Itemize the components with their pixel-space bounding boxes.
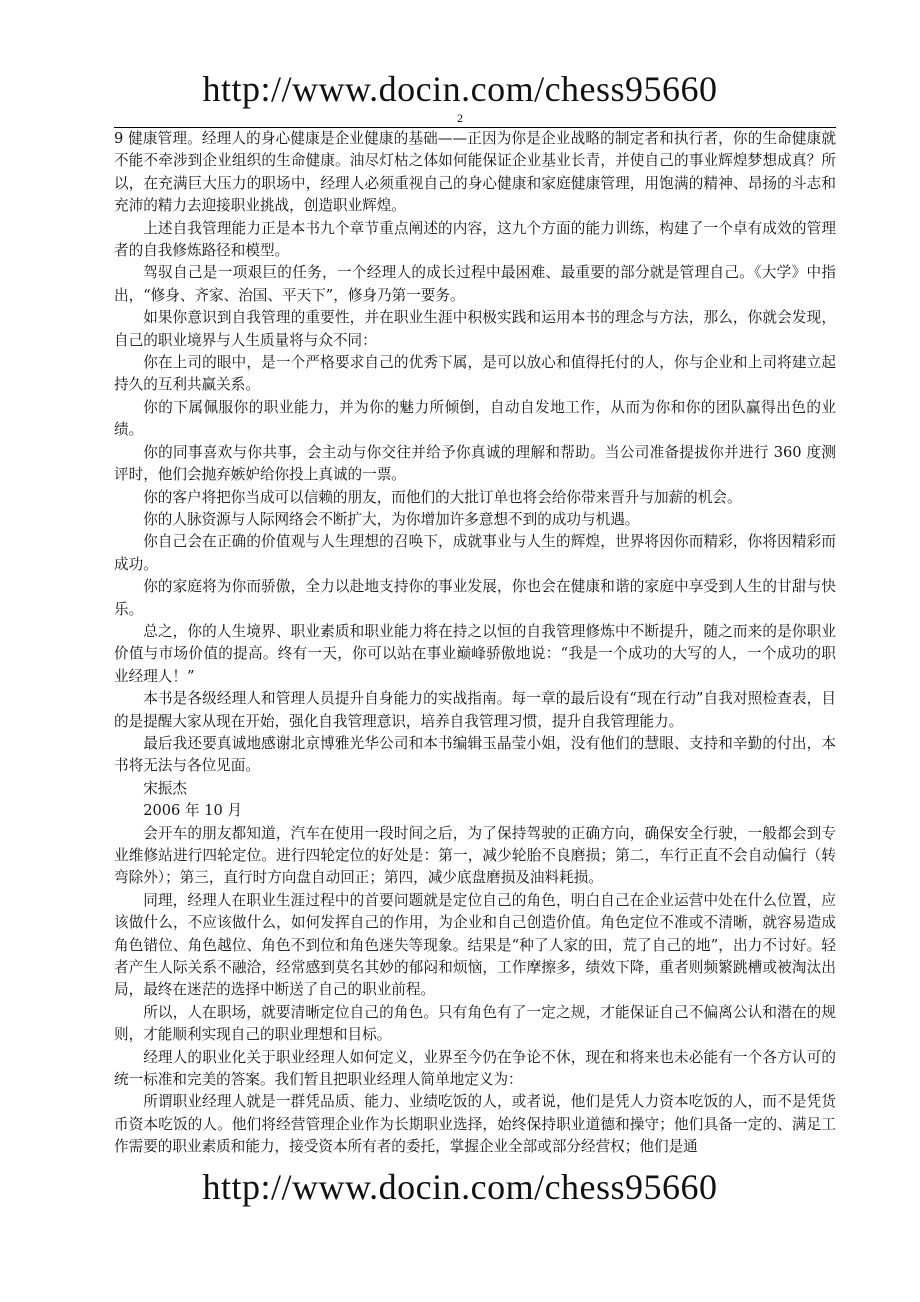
page-number: 2 bbox=[457, 111, 463, 125]
footer-url[interactable]: http://www.docin.com/chess95660 bbox=[202, 1167, 718, 1207]
paragraph: 你的下属佩服你的职业能力，并为你的魅力所倾倒，自动自发地工作，从而为你和你的团队赢得出色的业绩。 bbox=[114, 398, 836, 439]
signature-date: 2006 年 10 月 bbox=[143, 802, 243, 820]
paragraph: 经理人的职业化关于职业经理人如何定义，业界至今仍在争论不休，现在和将来也未必能有一个各方认可的统一标准和完美的答案。我们暂且把职业经理人简单地定义为： bbox=[114, 1048, 836, 1089]
header-url[interactable]: http://www.docin.com/chess95660 bbox=[202, 69, 718, 109]
paragraph: 所谓职业经理人就是一群凭品质、能力、业绩吃饭的人，或者说，他们是凭人力资本吃饭的人，而不是凭货币资本吃饭的人。他们将经营管理企业作为长期职业选择，始终保持职业道德和操守；他们具备一定的、满足工作需要的职业素质和能力，接受资本所有者的委托，掌握企业全部或部分经营权；他们是通 bbox=[114, 1093, 836, 1156]
paragraph: 上述自我管理能力正是本书九个章节重点阐述的内容，这九个方面的能力训练，构建了一个卓有成效的管理者的自我修炼路径和模型。 bbox=[114, 219, 836, 260]
paragraph: 本书是各级经理人和管理人员提升自身能力的实战指南。每一章的最后设有“现在行动”自我对照检查表，目的是提醒大家从现在开始，强化自我管理意识，培养自我管理习惯，提升自我管理能力。 bbox=[114, 690, 836, 730]
paragraph: 你的家庭将为你而骄傲，全力以赴地支持你的事业发展，你也会在健康和谐的家庭中享受到人生的甘甜与快乐。 bbox=[114, 578, 836, 618]
paragraph: 驾驭自己是一项艰巨的任务，一个经理人的成长过程中最困难、最重要的部分就是管理自己。《大学》中指出，“修身、齐家、治国、平天下”，修身乃第一要务。 bbox=[114, 264, 836, 304]
paragraph: 总之，你的人生境界、职业素质和职业能力将在持之以恒的自我管理修炼中不断提升，随之而来的是你职业价值与市场价值的提高。终有一天，你可以站在事业巅峰骄傲地说：“我是一个成功的大写的人，一个成功的职业经理人！” bbox=[114, 622, 836, 685]
paragraph: 你在上司的眼中，是一个严格要求自己的优秀下属，是可以放心和值得托付的人，你与企业和上司将建立起持久的互利共赢关系。 bbox=[114, 354, 836, 394]
paragraph: 如果你意识到自我管理的重要性，并在职业生涯中积极实践和运用本书的理念与方法，那么，你就会发现，自己的职业境界与人生质量将与众不同： bbox=[114, 309, 836, 349]
paragraph: 你的人脉资源与人际网络会不断扩大，为你增加许多意想不到的成功与机遇。 bbox=[143, 510, 640, 528]
paragraph: 你自己会在正确的价值观与人生理想的召唤下，成就事业与人生的辉煌，世界将因你而精彩，你将因精彩而成功。 bbox=[114, 533, 836, 573]
paragraph: 你的客户将把你当成可以信赖的朋友，而他们的大批订单也将会给你带来晋升与加薪的机会。 bbox=[143, 488, 742, 506]
paragraph: 最后我还要真诚地感谢北京博雅光华公司和本书编辑玉晶莹小姐，没有他们的慧眼、支持和辛勤的付出，本书将无法与各位见面。 bbox=[114, 734, 836, 775]
paragraph: 同理，经理人在职业生涯过程中的首要问题就是定位自己的角色，明白自己在企业运营中处在什么位置，应该做什么，不应该做什么，如何发挥自己的作用，为企业和自己创造价值。角色定位不准或不清晰，就容易造成角色错位、角色越位、角色不到位和角色迷失等现象。结果是“种了人家的田，荒了自己的地”，出力不讨好。轻者产生人际关系不融洽，经常感到莫名其妙的郁闷和烦恼，工作摩擦多，绩效下降，重者则频繁跳槽或被淘汰出局，最终在迷茫的选择中断送了自己的职业前程。 bbox=[114, 891, 836, 999]
paragraph: 9 健康管理。经理人的身心健康是企业健康的基础——正因为你是企业战略的制定者和执行者，你的生命健康就不能不牵涉到企业组织的生命健康。油尽灯枯之体如何能保证企业基业长青，并使自己的事业辉煌梦想成真？所以，在充满巨大压力的职场中，经理人必须重视自己的身心健康和家庭健康管理，用饱满的精神、昂扬的斗志和充沛的精力去迎接职业挑战，创造职业辉煌。 bbox=[114, 130, 836, 215]
paragraph: 你的同事喜欢与你共事，会主动与你交往并给予你真诚的理解和帮助。当公司准备提拔你并进行 360 度测评时，他们会抛弃嫉妒给你投上真诚的一票。 bbox=[114, 443, 836, 484]
paragraph: 会开车的朋友都知道，汽车在使用一段时间之后，为了保持驾驶的正确方向，确保安全行驶，一般都会到专业维修站进行四轮定位。进行四轮定位的好处是：第一，减少轮胎不良磨损；第二，车行正直不会自动偏行（转弯除外）；第三，直行时方向盘自动回正；第四，减少底盘磨损及油料耗损。 bbox=[114, 824, 836, 887]
author-signature: 宋振杰 bbox=[143, 779, 187, 797]
document-body bbox=[114, 128, 836, 1159]
paragraph: 所以，人在职场，就要清晰定位自己的角色。只有角色有了一定之规，才能保证自己不偏离公认和潜在的规则，才能顺利实现自己的职业理想和目标。 bbox=[114, 1003, 836, 1044]
